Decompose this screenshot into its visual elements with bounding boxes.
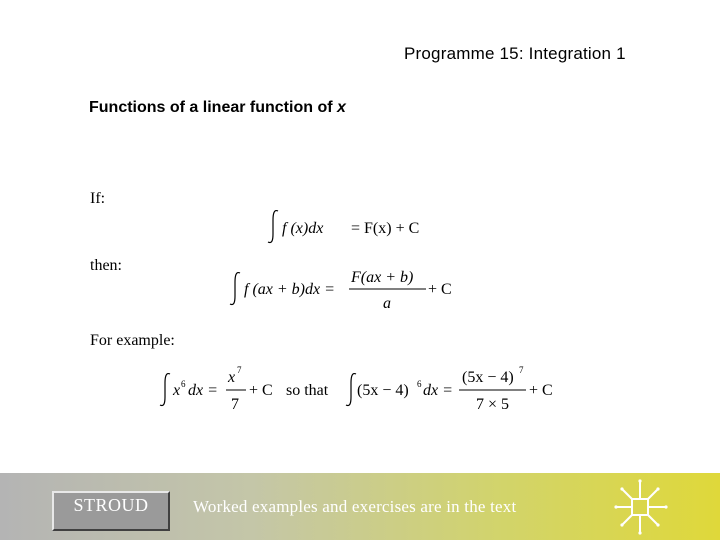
stroud-badge — [52, 491, 170, 531]
eq3-lhs-dx: dx = — [188, 382, 218, 399]
eq3-plus-c2: + C — [529, 382, 553, 399]
eq1-integrand: f (x)dx — [282, 220, 324, 237]
eq3-frac1-den: 7 — [231, 396, 239, 413]
stroud-star-icon — [613, 478, 669, 541]
integral-sign — [268, 211, 278, 243]
integral-sign — [160, 374, 170, 406]
eq2-numerator: F(ax + b) — [351, 269, 414, 286]
equation-definition — [268, 208, 438, 244]
eq2-constant: + C — [428, 281, 452, 298]
eq3-lhs-base: x — [173, 382, 181, 399]
footer-bar — [0, 473, 720, 540]
eq2-denominator: a — [383, 295, 391, 312]
section-heading-text: Functions of a linear function of — [89, 99, 337, 116]
equation-linear-substitution — [230, 264, 470, 314]
programme-title: Programme 15: Integration 1 — [404, 44, 626, 63]
eq3-frac1-num-base: x — [228, 369, 236, 386]
eq3-frac2-den: 7 × 5 — [476, 396, 510, 413]
label-then: then: — [90, 257, 122, 274]
integral-sign — [230, 273, 240, 305]
section-heading — [89, 99, 346, 117]
stroud-brand: STROUD — [73, 495, 149, 515]
eq3-frac2-num-exp: 7 — [519, 365, 524, 375]
label-for-example: For example: — [90, 332, 175, 349]
eq3-rhs-exp: 6 — [417, 379, 422, 389]
equation-example — [160, 362, 570, 418]
eq3-rhs-base: (5x − 4) — [357, 382, 409, 399]
eq3-so-that: so that — [286, 382, 329, 399]
label-if: If: — [90, 190, 106, 207]
eq3-lhs-exp: 6 — [181, 379, 186, 389]
eq2-integrand: f (ax + b)dx = — [244, 281, 335, 298]
eq3-rhs-dx: dx = — [423, 382, 453, 399]
eq3-plus-c1: + C — [249, 382, 273, 399]
eq3-frac2-num-base: (5x − 4) — [462, 369, 514, 386]
integral-sign — [346, 374, 356, 406]
section-heading-variable: x — [337, 99, 346, 116]
footer-note: Worked examples and exercises are in the text — [193, 497, 517, 516]
eq3-frac1-num-exp: 7 — [237, 365, 242, 375]
eq1-rhs: = F(x) + C — [351, 220, 420, 237]
